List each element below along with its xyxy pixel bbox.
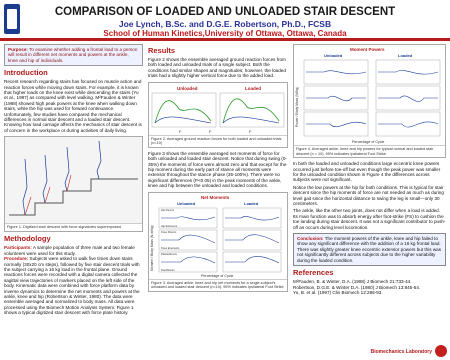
figure-2-title-unloaded: Unloaded xyxy=(177,85,198,91)
figure-3-legend-hip-flexors: Hip Flexors xyxy=(161,208,175,212)
column-left xyxy=(4,44,143,316)
figure-4-caption: Figure 4. Averaged ankle, knee and hip powers for typical normal and loaded stair descent (n = 10). 95% indicates Ipsilateral Foot Strike xyxy=(294,145,445,157)
footer-lab-name: Biomechanics Laboratory xyxy=(370,349,432,355)
figure-4-ylabel: Power / Body Mass (W/kg) xyxy=(295,86,299,127)
purpose-label: Purpose: xyxy=(8,47,28,52)
figure-1 xyxy=(4,136,143,232)
figure-3 xyxy=(148,192,288,292)
figure-4 xyxy=(293,44,446,158)
figure-4-xlabel: Percentage of Cycle xyxy=(352,140,385,144)
poster-school: School of Human Kinetics,University of Ottawa, Ottawa, Canada xyxy=(103,29,347,38)
figure-2-label-2: F xyxy=(209,128,212,134)
reference-2: Robertson, D.G.E. & Winter D.A. (1980) J Biomech 13:845-54. xyxy=(293,284,421,290)
results-text-3: In both the loaded and unloaded conditions large eccentric knee powers occurred just before toe-off but even though the peak power was smaller for the unloaded condition shown in Figure 4 the differences across subjects were not significant. xyxy=(293,161,441,183)
participants-label: Participants: xyxy=(4,245,32,251)
header-divider xyxy=(0,38,450,41)
figure-1-caption: Figure 1. Digitized stair descent with force signatures superimposed xyxy=(5,223,142,231)
methodology-heading: Methodology xyxy=(4,234,51,244)
purpose-box xyxy=(4,44,143,66)
intro-heading: Introduction xyxy=(4,68,48,78)
figure-3-drawing xyxy=(149,193,287,279)
conclusion-box xyxy=(293,233,446,266)
figure-3-legend-knee-extensors: Knee Extensors xyxy=(161,246,180,250)
procedure-label: Procedure: xyxy=(4,256,29,262)
procedure-paragraph xyxy=(4,256,143,315)
figure-1-drawing xyxy=(5,137,142,223)
figure-3-legend-plantarflexors: Plantarflexors xyxy=(161,252,177,256)
figure-3-legend-dorsiflexors: Dorsiflexors xyxy=(161,268,175,272)
figure-2 xyxy=(148,82,288,148)
figure-3-caption: Figure 3. Averaged ankle, knee and hip net moments for a single subject's unloaded and loaded stair descent (n=10). 95% indicates Ipsilateral Foot Strike xyxy=(149,279,287,291)
figure-2-caption: Figure 2. Averaged ground reaction forces for both loaded and unloaded trials (n=10) xyxy=(149,135,287,147)
results-heading: Results xyxy=(148,46,176,55)
intro-text: Recent research regarding stairs has focused on muscle action and reaction forces while moving down stairs. For example, it is known that higher loads on the knee exist while descending the stairs (Yu et al., 1997) as compared with level walking. M²Fauden & Winter (1988) showed high peak powers at the knee when walking down stairs, while the hip was used for forward continuance. Unfortunately, few studies have compared the mechanical differences in normal stair descent and a loaded stair descent. Knowing how load carriage affects the mechanics of stair descent is of concern in the workplace or during activities of daily living. xyxy=(4,79,142,133)
results-text-4: Notice the low powers at the hip for both conditions. This is typical for stair descent since the hip moments of force are not needed as much as during level gait since the horizontal distance to swing the leg is small—only 30 centimeters. xyxy=(293,184,444,207)
figure-3-heading: Net Moments xyxy=(201,194,230,200)
results-text-2: Figure 3 shows the ensemble averaged net moments of force for both unloaded and loaded stair descent. Notice that during swing (0-35%) the moments of force were almost zero and that except for the hip moment during the early part of stance all moments were extensor throughout the stance phase (35-100%). There were no significant differences (P<0.05) in the peak moments of the ankle, knee and hip between the unloaded and loaded conditions. xyxy=(148,150,287,189)
conclusion-label: Conclusion: xyxy=(297,236,324,242)
figure-4-heading: Moment Powers xyxy=(350,47,385,52)
figure-3-legend-knee-flexors: Knee Flexors xyxy=(161,230,177,234)
participants-text: A sample population of three male and two female volunteers were used for this study. xyxy=(4,245,135,256)
figure-2-label-1: F xyxy=(179,128,182,134)
figure-2-title-loaded: Loaded xyxy=(245,85,262,91)
figure-3-legend-hip-extensors: Hip Extensors xyxy=(161,224,178,228)
reference-3: Yu, B. et al. (1997) Clin Biomech 12:286-93. xyxy=(293,289,383,295)
figure-3-xlabel: Percentage of Cycle xyxy=(201,273,234,278)
figure-3-title-loaded: Loaded xyxy=(244,200,259,206)
references-heading: References xyxy=(293,268,334,278)
results-text-1: Figure 2 shows the ensemble averaged ground reaction forces from both loaded and unloaded trials of a single subject. Both the conditions had similar shapes and magnitudes; however, the loaded trials had a slightly higher vertical force due to the added load. xyxy=(148,57,286,79)
procedure-text: Subjects were asked to walk five times down stairs normally (30x20 cm steps), followed by five stair descent trials with the subject carrying a 16 kg load in the frontal plane. Ground reactions forces were recorded with a digital camera collected the sagittal view trajectories of markers placed on the left side of the body. Kinematic data were combined with force platform data by inverse dynamics to determine the net moments and powers at the ankle, knee and hip (Robertson & Winter, 1980). The data were ensemble averaged and normalized to body mass. All data were processed using the Biomech Motion Analysis System. Figure 1 shows a typical digitized stair descent with force plate history. xyxy=(4,256,140,316)
poster-title: COMPARISON OF LOADED AND UNLOADED STAIR DESCENT xyxy=(54,6,396,18)
figure-4-drawing xyxy=(294,45,445,145)
poster-header xyxy=(0,0,450,38)
figure-4-title-loaded: Loaded xyxy=(398,53,413,58)
poster-authors: Joe Lynch, B.Sc. and D.G.E. Robertson, Ph.D., FCSB xyxy=(118,19,332,29)
figure-2-label-3: F xyxy=(249,128,252,134)
column-middle xyxy=(148,44,288,292)
figure-3-title-unloaded: Unloaded xyxy=(177,200,196,206)
lab-logo xyxy=(435,345,447,357)
figure-4-title-unloaded: Unloaded xyxy=(324,53,343,58)
reference-1: M²Fauden, B. & Winter, D.A. (1988) J Biomech 21:733-44. xyxy=(293,279,412,285)
results-text-5: The ankle, like the other two joints, does not differ when a load is added. Its main function was to absorb energy after foot-strike (FS) to cushion the toe landing during stair descent. It was not a significant contributor to push-off as occurs during level locomotion. xyxy=(293,208,446,230)
participants-paragraph xyxy=(4,245,143,256)
figure-2-drawing xyxy=(149,83,287,135)
figure-3-ylabel: Moment / Body Mass (N.m/kg) xyxy=(150,224,154,271)
column-right xyxy=(293,44,446,295)
figure-4-panels xyxy=(304,60,440,136)
conclusion-text: The moment powers of the ankle, knee and hip failed to show any significant difference with the addition of a 16 kg frontal load. There was slightly greater knee eccentric extensor powers but this was not significantly different across subjects due to the higher variability during the loaded condition. xyxy=(297,236,442,263)
purpose-text: To examine whether adding a frontal load to a person will result in different net moments and powers at the ankle, knee and hip of individuals. xyxy=(8,47,138,63)
figure-3-panels xyxy=(159,208,281,272)
